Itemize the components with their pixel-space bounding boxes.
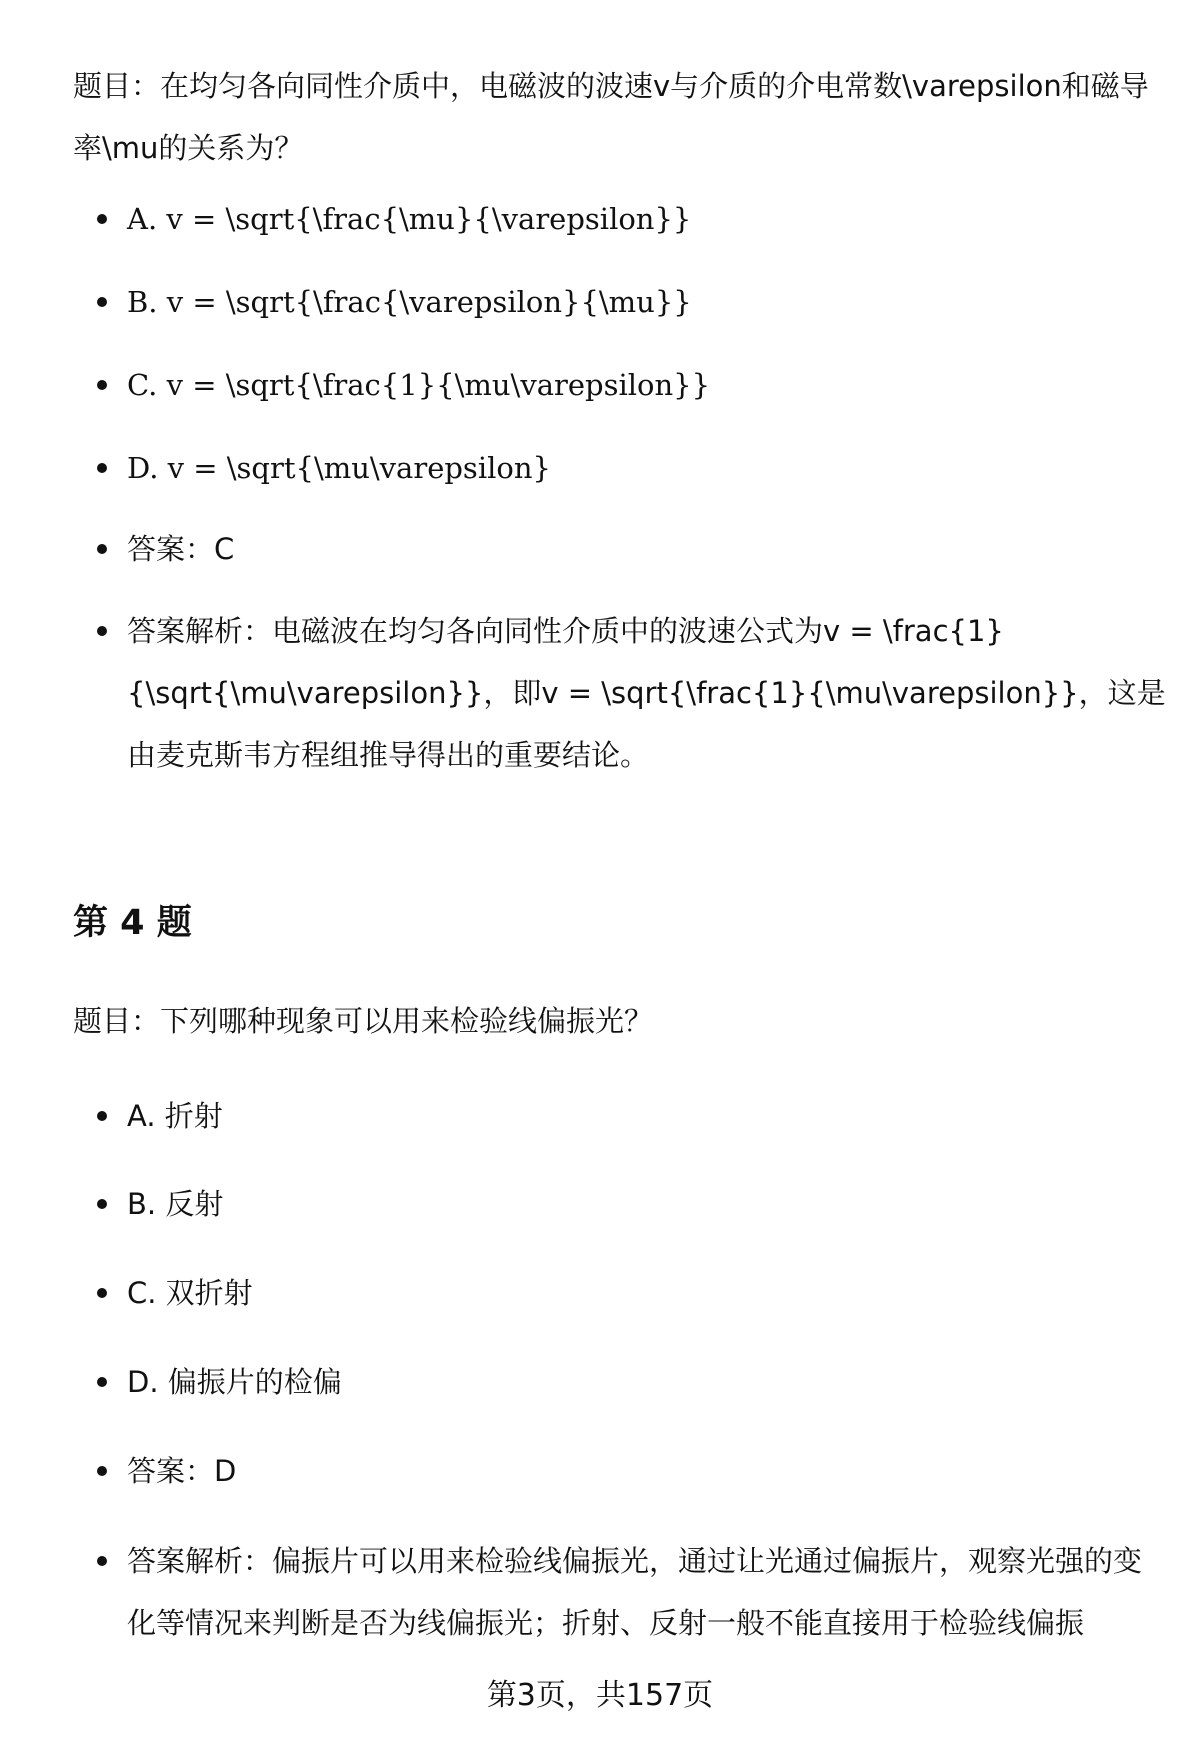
bullet-dot bbox=[97, 1111, 107, 1121]
bullet-dot bbox=[97, 463, 107, 473]
q3-option-d bbox=[97, 437, 1167, 499]
q3-answer-text: 答案：C bbox=[127, 532, 235, 566]
q4-heading: 第 4 题 bbox=[73, 903, 192, 943]
bullet-dot bbox=[97, 214, 107, 224]
q3-explanation-text: 答案解析：电磁波在均匀各向同性介质中的波速公式为v = \frac{1}{\sqrt{\mu\varepsilon}}，即v = \sqrt{\frac{1}{\mu\varepsilon}}，这是由麦克斯韦方程组推导得出的重要结论。 bbox=[127, 614, 1166, 772]
bullet-dot bbox=[97, 1466, 107, 1476]
q4-answer bbox=[97, 1440, 1167, 1502]
q4-option-a-text: A. 折射 bbox=[127, 1099, 223, 1133]
bullet-dot bbox=[97, 380, 107, 390]
q4-question: 题目：下列哪种现象可以用来检验线偏振光？ bbox=[73, 1004, 654, 1038]
q3-option-c-text: C. v = \sqrt{\frac{1}{\mu\varepsilon}} bbox=[127, 368, 711, 402]
q3-answer bbox=[97, 518, 1167, 580]
bullet-dot bbox=[97, 626, 107, 636]
q4-option-a bbox=[97, 1085, 1167, 1147]
q3-option-a bbox=[97, 188, 1167, 250]
bullet-dot bbox=[97, 1556, 107, 1566]
q4-answer-text: 答案：D bbox=[127, 1454, 237, 1488]
q4-option-d-text: D. 偏振片的检偏 bbox=[127, 1365, 342, 1399]
bullet-dot bbox=[97, 544, 107, 554]
q3-option-b bbox=[97, 271, 1167, 333]
q4-option-b-text: B. 反射 bbox=[127, 1187, 224, 1221]
q3-option-c bbox=[97, 354, 1167, 416]
q4-option-d bbox=[97, 1351, 1167, 1413]
q3-explanation bbox=[97, 600, 1167, 786]
bullet-dot bbox=[97, 1199, 107, 1209]
bullet-dot bbox=[97, 297, 107, 307]
q4-option-b bbox=[97, 1173, 1167, 1235]
q3-option-a-text: A. v = \sqrt{\frac{\mu}{\varepsilon}} bbox=[127, 202, 692, 236]
q3-option-b-text: B. v = \sqrt{\frac{\varepsilon}{\mu}} bbox=[127, 285, 692, 319]
page-number-footer: 第3页，共157页 bbox=[486, 1678, 714, 1713]
bullet-dot bbox=[97, 1288, 107, 1298]
q4-option-c bbox=[97, 1262, 1167, 1324]
q4-option-c-text: C. 双折射 bbox=[127, 1276, 253, 1310]
q4-explanation bbox=[97, 1530, 1167, 1654]
q4-explanation-text: 答案解析：偏振片可以用来检验线偏振光，通过让光通过偏振片，观察光强的变化等情况来判断是否为线偏振光；折射、反射一般不能直接用于检验线偏振 bbox=[127, 1544, 1143, 1640]
q3-option-d-text: D. v = \sqrt{\mu\varepsilon} bbox=[127, 451, 551, 485]
bullet-dot bbox=[97, 1377, 107, 1387]
q3-question: 题目：在均匀各向同性介质中，电磁波的波速v与介质的介电常数\varepsilon和磁导率\mu的关系为？ bbox=[73, 69, 1149, 165]
